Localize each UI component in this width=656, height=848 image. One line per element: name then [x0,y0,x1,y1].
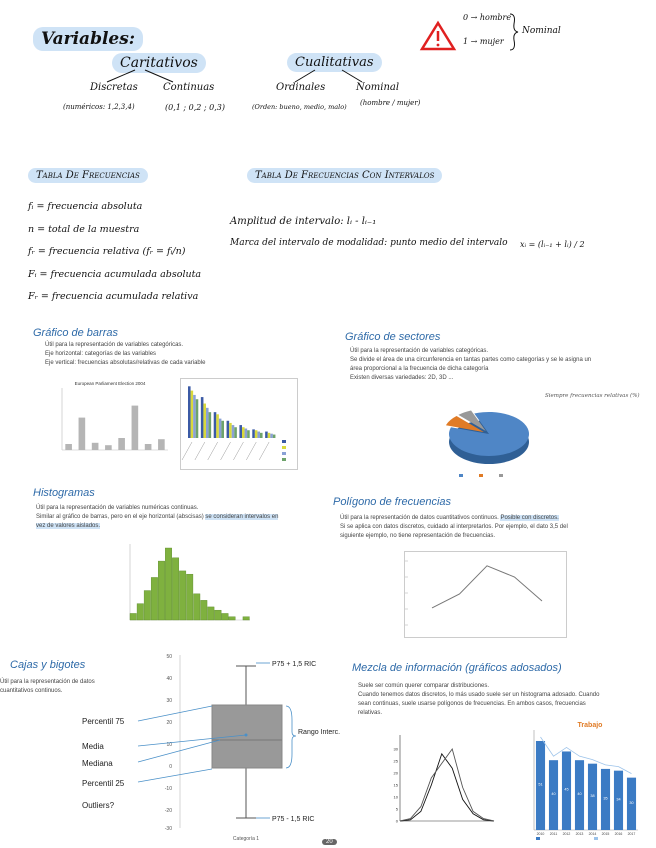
hist-bar [151,577,157,620]
x-category: Categoría 1 [232,836,260,842]
y-tick-label: 0 [395,818,398,824]
bar [245,429,248,438]
y-tick-label: 25 [393,758,398,764]
text-line: Eje horizontal: categorías de las variables [45,351,157,357]
chart-title: European Parliament Election 2004 [74,381,146,386]
poligono-title: Polígono de frecuencias [333,496,452,508]
bar [188,386,191,438]
text-line: Suele ser común querer comparar distribuciones. [358,683,490,689]
def-line: Fᵣ = frecuencia acumulada relativa [28,291,199,302]
legend-swatch [282,458,286,461]
hist-bar [215,610,221,620]
hist-bar [243,617,249,620]
text-part: Similar al gráfico de barras, pero en el eje horizontal (abscisas) [36,514,204,520]
histogramas-text [36,504,326,531]
marca-formula: xᵢ = (lᵢ₋₁ + lᵢ) / 2 [520,240,585,249]
sectores-text [350,347,650,383]
bar [247,430,250,438]
variables-title: Variables: [33,27,143,51]
y-tick: 10 [166,742,172,748]
text-line-3 [36,522,326,531]
bar [252,429,255,438]
legend-swatch [479,474,483,477]
text-line: Cuando tenemos datos discretos, lo más usado suele ser un histograma adosado. Cuando [358,692,600,698]
text-part: Útil para la representación de datos cuantitativos continuos. [340,515,499,521]
y-tick: 20 [166,720,172,726]
text-line: Útil para la representación de datos [0,679,95,685]
hist-bar [186,574,192,620]
text-line: Se divide el área de una circunferencia en tantas partes como categorías y se le asigna un [350,357,592,363]
text-line: Útil para la representación de variables categóricas. [350,348,489,354]
bar [79,418,86,450]
data-label: 51 [538,782,543,787]
text-line: relativas. [358,710,383,716]
bar [273,435,276,438]
text-line: cuantitativos continuos. [0,688,63,694]
x-tick-label: 2010 [536,832,545,836]
continuas-example: (0,1 ; 0,2 ; 0,3) [165,103,225,112]
bar [193,395,196,438]
hist-bar [137,604,143,620]
warning-result: Nominal [522,26,561,36]
label-outliers: Outliers? [82,801,115,810]
text-line: Útil para la representación de variables categóricas. [45,342,184,348]
bar [191,391,194,438]
text-line-2 [36,513,326,522]
tabla-definitions [28,196,201,309]
legend-swatch [499,474,503,477]
y-tick-label: 20 [393,770,398,776]
mezcla-text [358,682,640,718]
data-label: 30 [629,800,634,805]
boxplot-chart [80,650,341,845]
text-line [340,514,640,523]
bar [260,433,263,438]
y-tick: 30 [166,698,172,704]
hist-bar [172,558,178,620]
barras-text [45,341,205,368]
bar [257,432,260,438]
poligono-text [340,514,640,541]
bar [158,439,165,450]
bar [145,444,152,450]
y-tick: 40 [166,676,172,682]
hist-bar [208,607,214,620]
text-line: área proporcional a la frecuencia de dicha categoría [350,366,489,372]
x-tick-label: 2012 [562,832,571,836]
mix-line-chart [386,733,498,841]
bar [227,421,230,438]
warning-icon [420,20,456,52]
label-rango: Rango Interc. [298,729,341,736]
warning-line-2: 1 → mujer [463,37,504,46]
histogramas-title: Histogramas [33,487,95,499]
hist-bar [130,613,136,620]
y-tick: -20 [164,808,172,814]
highlight-aislados: vez de valores aislados. [36,523,101,529]
data-label: 40 [551,792,556,797]
legend-swatch [282,440,286,443]
hist-bar [201,600,207,620]
y-tick: -30 [164,826,172,832]
bar [65,444,72,450]
text-line: Existen diversas variedades: 2D, 3D ... [350,375,454,381]
bar [92,443,99,450]
bar [132,406,139,450]
series-line [400,754,494,821]
barras-title: Gráfico de barras [33,327,118,339]
cualitativos-label: Cualitativas [287,53,382,72]
label-media: Media [82,742,104,751]
hist-bar [158,561,164,620]
x-tick-label: 2011 [549,832,558,836]
legend-swatch [459,474,463,477]
data-label: 38 [590,793,595,798]
def-line: n = total de la muestra [28,223,140,235]
series-line [400,749,494,821]
y-tick: -10 [164,786,172,792]
y-tick: 0 [169,764,172,770]
bar [216,414,219,438]
mix-bar-chart [520,718,642,844]
bar [209,412,212,438]
page-number: 20 [322,839,337,845]
hist-bar [179,571,185,620]
text-line: siguiente ejemplo, no tiene representación de frecuencias. [340,533,496,539]
label-percentil-25: Percentil 25 [82,779,125,788]
text-line: Útil para la representación de variables numéricas continuas. [36,505,199,511]
legend-swatch [536,837,540,840]
hist-bar [194,594,200,620]
y-tick-label: 5 [395,806,398,812]
bar [242,427,245,438]
cajas-title: Cajas y bigotes [10,659,86,671]
text-line: Si se aplica con datos discretos, cuidado al interpretarlos. Por ejemplo, el dato 3,5 del [340,524,568,530]
def-line: fᵢ = frecuencia absoluta [28,201,143,212]
tabla-int-title: Tabla De Frecuencias Con Intervalos [247,168,442,183]
bar [268,433,271,438]
bar-chart-election [48,378,172,458]
brace-icon [508,12,520,52]
x-tick-label: 2015 [601,832,610,836]
def-line: Fᵢ = frecuencia acumulada absoluta [28,268,202,280]
pie-chart [445,392,535,482]
hist-bar [144,591,150,620]
sectores-note: Siempre frecuencias relativas (%) [545,393,640,399]
marca-line: Marca del intervalo de modalidad: punto medio del intervalo [230,238,508,248]
x-tick-label: 2016 [614,832,623,836]
y-tick-label: 30 [393,746,398,752]
hist-bar [165,548,171,620]
cuantitativos-label: Caritativos [112,53,206,73]
chart-frame [405,552,567,638]
legend-swatch [282,446,286,449]
legend-swatch [594,837,598,840]
legend-swatch [282,452,286,455]
bar [206,408,209,438]
bar [232,425,235,438]
x-tick-label: 2013 [575,832,584,836]
box [212,705,282,768]
label-mediana: Mediana [82,759,113,768]
data-label: 45 [564,787,569,792]
bar [219,419,222,438]
tabla-title: Tabla De Frecuencias [28,168,148,183]
label-bottom-whisker: P75 - 1,5 RIC [272,816,315,823]
text-line: sean continuas, suele usarse polígonos de frecuencias. En ambos casos, frecuencias [358,701,586,707]
hist-bar [229,617,235,620]
bar [265,432,268,438]
bar [201,397,204,438]
highlight-intervalos: se consideran intervalos en [205,514,279,520]
discretas-example: (numéricos: 1,2,3,4) [63,103,135,111]
y-tick-label: 10 [393,794,398,800]
label-percentil-75: Percentil 75 [82,717,125,726]
nominal-label: Nominal [356,82,400,93]
data-label: 40 [577,792,582,797]
discretas-label: Discretas [90,82,138,93]
warning-line-1: 0 → hombre [463,13,512,22]
bar [105,445,112,450]
bar [221,421,224,438]
text-line: Eje vertical: frecuencias absolutas/relativas de cada variable [45,360,206,366]
histogram-chart [118,540,254,640]
bar [203,404,206,438]
bar [214,412,217,438]
def-line: fᵣ = frecuencia relativa (fᵣ = fᵢ/n) [28,246,186,257]
highlight-discretos: Posible con discretos. [500,515,559,521]
chart-title: Trabajo [577,722,603,729]
nominal-example: (hombre / mujer) [360,99,421,107]
ordinales-label: Ordinales [276,82,326,93]
hist-bar [222,613,228,620]
mezcla-title: Mezcla de información (gráficos adosados) [352,662,562,674]
polygon-chart [392,551,568,639]
y-tick: 50 [166,654,172,660]
bar [196,399,199,438]
bar [118,438,125,450]
bar [270,434,273,438]
y-tick-label: 15 [393,782,398,788]
sectores-title: Gráfico de sectores [345,331,441,343]
bar-chart-grouped [180,378,298,470]
x-tick-label: 2017 [627,832,636,836]
bar [255,430,258,438]
data-label: 35 [603,796,608,801]
bar [234,427,237,438]
ordinales-example: (Orden: bueno, medio, malo) [252,103,347,111]
amplitud-line: Amplitud de intervalo: lᵢ - lᵢ₋₁ [230,216,377,227]
label-top-whisker: P75 + 1,5 RIC [272,661,317,668]
x-tick-label: 2014 [588,832,597,836]
pie-slice [449,412,529,456]
continuas-label: Continuas [163,82,215,93]
bar [229,423,232,438]
data-label: 34 [616,797,621,802]
bar [239,425,242,438]
